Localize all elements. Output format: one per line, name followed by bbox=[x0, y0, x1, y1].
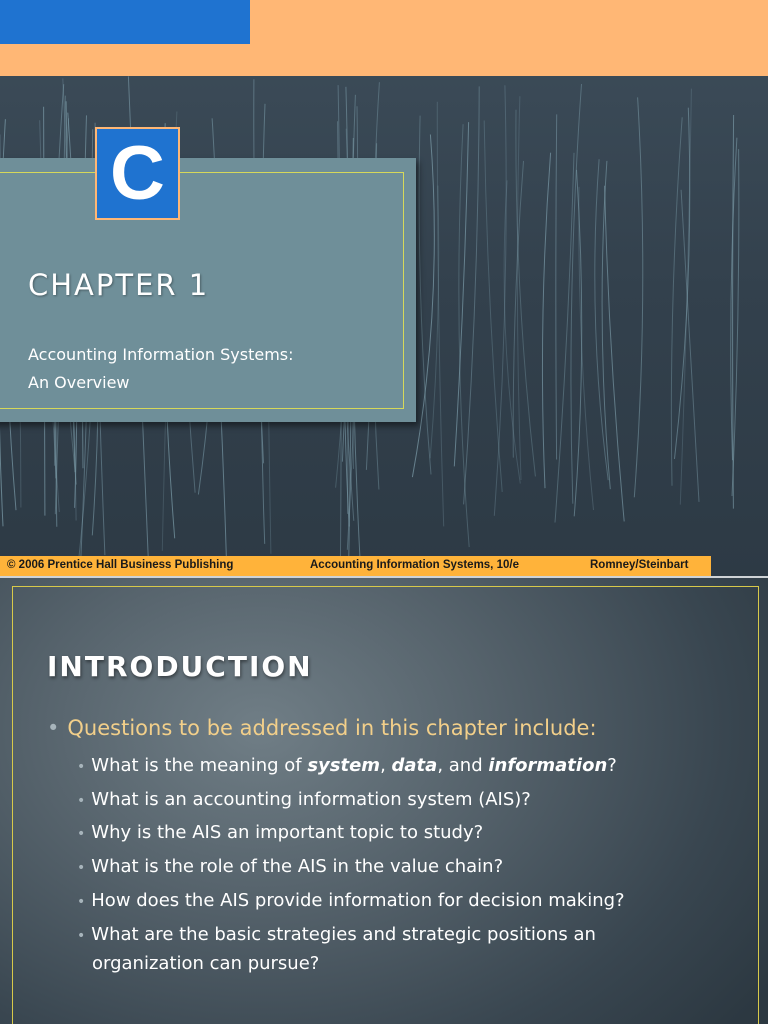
background-streak bbox=[419, 116, 431, 475]
question-item-continued: organization can pursue? bbox=[92, 953, 320, 974]
question-item bbox=[77, 887, 625, 916]
slide-title: INTRODUCTION bbox=[47, 650, 313, 683]
background-streak bbox=[579, 187, 594, 510]
background-streak bbox=[634, 97, 642, 497]
background-streak bbox=[517, 96, 521, 480]
bullet-icon: • bbox=[77, 793, 86, 809]
term-system: system bbox=[307, 755, 381, 776]
footer-copyright: © 2006 Prentice Hall Business Publishing bbox=[7, 559, 234, 571]
top-blue-block bbox=[0, 0, 250, 44]
term-data: data bbox=[391, 755, 438, 776]
introduction-slide bbox=[0, 578, 768, 1024]
main-bullet bbox=[47, 716, 597, 740]
chapter-subtitle-line2: An Overview bbox=[28, 373, 130, 392]
question-item bbox=[77, 819, 483, 848]
background-streak bbox=[731, 138, 737, 461]
question-text: How does the AIS provide information for decision making? bbox=[91, 890, 625, 911]
background-streak bbox=[574, 170, 582, 516]
bullet-icon: • bbox=[77, 928, 86, 944]
footer-authors: Romney/Steinbart bbox=[590, 559, 689, 571]
slide-footer bbox=[0, 556, 711, 576]
question-item bbox=[77, 786, 531, 815]
question-text: , and bbox=[437, 755, 489, 776]
background-streak bbox=[681, 190, 699, 502]
bullet-icon: • bbox=[47, 716, 60, 740]
bullet-icon: • bbox=[77, 759, 86, 775]
question-text: What is the meaning of bbox=[91, 755, 308, 776]
bullet-icon: • bbox=[77, 826, 86, 842]
question-text: Why is the AIS an important topic to study? bbox=[91, 822, 484, 843]
question-text: , bbox=[380, 755, 392, 776]
question-item bbox=[77, 752, 617, 781]
background-streak bbox=[513, 161, 523, 458]
footer-book-title: Accounting Information Systems, 10/e bbox=[310, 559, 519, 571]
background-streak bbox=[556, 114, 557, 459]
bullet-icon: • bbox=[77, 860, 86, 876]
background-streak bbox=[671, 117, 682, 486]
chapter-title: CHAPTER 1 bbox=[28, 268, 210, 302]
main-bullet-text: Questions to be addressed in this chapter include: bbox=[67, 716, 597, 740]
background-streak bbox=[542, 153, 550, 489]
question-text: ? bbox=[607, 755, 617, 776]
background-streak bbox=[605, 186, 625, 522]
term-information: information bbox=[488, 755, 608, 776]
chapter-logo-c: C bbox=[95, 127, 180, 220]
question-item bbox=[77, 921, 596, 950]
question-text: What is the role of the AIS in the value chain? bbox=[91, 856, 504, 877]
background-streak bbox=[459, 124, 469, 547]
question-text: What is an accounting information system (AIS)? bbox=[91, 789, 531, 810]
background-streak bbox=[464, 86, 480, 504]
question-text: What are the basic strategies and strategic positions an bbox=[91, 924, 596, 945]
chapter-subtitle-line1: Accounting Information Systems: bbox=[28, 345, 294, 364]
background-streak bbox=[733, 115, 734, 509]
question-item bbox=[77, 853, 503, 882]
bullet-icon: • bbox=[77, 894, 86, 910]
